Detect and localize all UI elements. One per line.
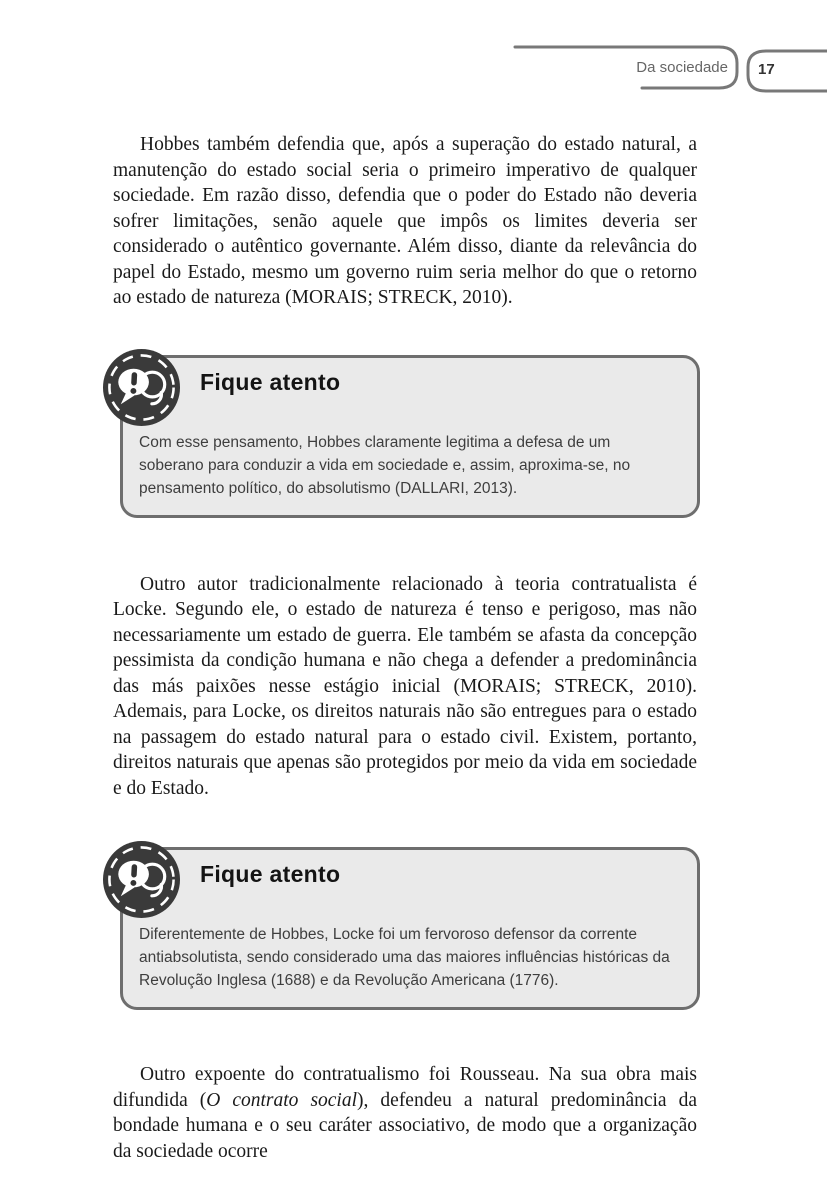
paragraph-rousseau <box>113 1062 697 1164</box>
header-tab-lines <box>0 0 827 100</box>
paragraph-rousseau-prefix: Outro expoente do contratualismo foi Rousseau. Na sua obra mais difundida ( <box>113 1064 697 1111</box>
callout-body: Diferentemente de Hobbes, Locke foi um fervoroso defensor da corrente antiabsolutista, sendo considerado uma das maiores influências históricas da Revolução Inglesa (1688) e da Revolução Americana (1776). <box>139 926 670 989</box>
paragraph-locke: Outro autor tradicionalmente relacionado à teoria contratualista é Locke. Segundo ele, o estado de natureza é tenso e perigoso, mas não necessariamente um estado de guerra. Ele também se afasta da concepção pessimista da condição humana e não chega a defender a predominância das más paixões nesse estágio inicial (MORAIS; STRECK, 2010). Ademais, para Locke, os direitos naturais não são entregues para o estado na passagem do estado natural para o estado civil. Existem, portanto, direitos naturais que apenas são protegidos por meio da vida em sociedade e do Estado. <box>113 573 697 799</box>
callout-title: Fique atento <box>200 368 341 395</box>
speech-bubbles-exclamation-icon <box>102 348 181 427</box>
callout-title: Fique atento <box>200 861 341 887</box>
callout-body: Com esse pensamento, Hobbes claramente legitima a defesa de um soberano para conduzir a vida em sociedade e, assim, aproxima-se, no pensamento político, do absolutismo (DALLARI, 2013). <box>139 433 631 497</box>
paragraph-rousseau-suffix: ), defendeu a natural predominância da bondade humana e o seu caráter associativo, de modo que a organização da sociedade ocorre <box>113 1089 697 1162</box>
running-section-label: Da sociedade <box>636 59 728 76</box>
callout-box-fique-atento-1 <box>120 355 700 518</box>
speech-bubbles-exclamation-icon <box>102 840 181 919</box>
text-column <box>113 132 697 1164</box>
callout-box-fique-atento-2 <box>120 847 700 1010</box>
paragraph-hobbes: Hobbes também defendia que, após a superação do estado natural, a manutenção do estado social seria o primeiro imperativo de qualquer sociedade. Em razão disso, defendia que o poder do Estado não deveria sofrer limitações, senão aquele que impôs os limites deveria ser considerado o autêntico governante. Além disso, diante da relevância do papel do Estado, mesmo um governo ruim seria melhor do que o retorno ao estado de natureza (MORAIS; STRECK, 2010). <box>113 134 697 308</box>
book-title-italic: O contrato social <box>206 1089 358 1111</box>
page-number: 17 <box>758 61 775 78</box>
